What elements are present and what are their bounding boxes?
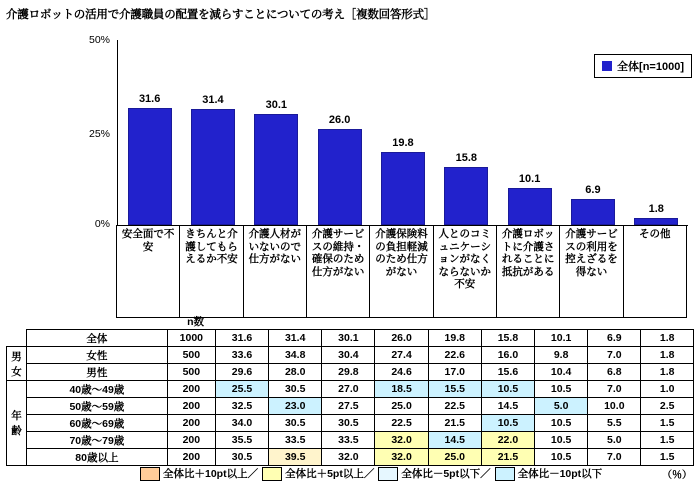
bar — [571, 199, 615, 225]
n-header-label: n数 — [187, 316, 204, 328]
bar — [634, 218, 678, 225]
row-n: 500 — [167, 347, 215, 364]
row-label: 60歳～69歳 — [26, 415, 167, 432]
table-cell-value: 25.5 — [215, 381, 268, 398]
table-cell-value: 10.5 — [535, 432, 588, 449]
bar-value-label: 15.8 — [455, 151, 477, 164]
table-cell-value: 22.5 — [375, 415, 428, 432]
table-cell-value: 30.5 — [269, 415, 322, 432]
table-cell-value: 1.0 — [641, 381, 694, 398]
table-cell-value: 15.5 — [428, 381, 481, 398]
y-tick-50: 50% — [88, 34, 110, 46]
table-cell-value: 1.5 — [641, 415, 694, 432]
table-cell-value: 25.0 — [428, 449, 481, 466]
table-cell-value: 1.8 — [641, 330, 694, 347]
bar-group — [498, 40, 561, 225]
footer-legend-label: 全体比＋10pt以上／ — [163, 468, 259, 480]
footer-legend-label: 全体比－10pt以下 — [517, 468, 603, 480]
bar — [254, 114, 298, 225]
row-n: 200 — [167, 432, 215, 449]
footer-legend — [140, 466, 606, 481]
table-cell-value: 21.5 — [428, 415, 481, 432]
table-row — [7, 330, 694, 347]
table-cell-value: 32.0 — [322, 449, 375, 466]
table-cell-value: 34.0 — [215, 415, 268, 432]
plot-region — [117, 40, 688, 226]
table-cell-value: 22.5 — [428, 398, 481, 415]
category-label: その他 — [623, 225, 687, 318]
page-title: 介護ロボットの活用で介護職員の配置を減らすことについての考え［複数回答形式］ — [6, 9, 436, 21]
y-tick-25: 25% — [88, 128, 110, 140]
bar — [128, 108, 172, 225]
table-cell-value: 39.5 — [269, 449, 322, 466]
table-cell-value: 22.6 — [428, 347, 481, 364]
data-table — [6, 329, 694, 466]
table-cell-value: 1.8 — [641, 364, 694, 381]
table-cell-value: 30.5 — [269, 381, 322, 398]
table-cell-value: 30.5 — [215, 449, 268, 466]
table-cell-value: 15.8 — [481, 330, 534, 347]
footer-legend-item — [140, 466, 258, 481]
table-cell-value: 7.0 — [588, 449, 641, 466]
bar-group — [181, 40, 244, 225]
category-label: 介護サービスの利用を控えざるを得ない — [559, 225, 623, 318]
table-cell-value: 32.0 — [375, 449, 428, 466]
table-cell-value: 7.0 — [588, 381, 641, 398]
category-label: 安全面で不安 — [116, 225, 180, 318]
table-cell-value: 30.4 — [322, 347, 375, 364]
footer-legend-swatch-icon — [378, 467, 398, 481]
table-row — [7, 364, 694, 381]
group-label-empty — [7, 330, 27, 347]
table-cell-value: 6.8 — [588, 364, 641, 381]
table-cell-value: 18.5 — [375, 381, 428, 398]
table-cell-value: 2.5 — [641, 398, 694, 415]
bar-group — [308, 40, 371, 225]
table-row — [7, 381, 694, 398]
table-row — [7, 347, 694, 364]
footer-legend-swatch-icon — [495, 467, 515, 481]
bar — [191, 109, 235, 225]
table-cell-value: 14.5 — [481, 398, 534, 415]
table-cell-value: 10.5 — [481, 415, 534, 432]
chart-area — [0, 28, 700, 318]
table-cell-value: 25.0 — [375, 398, 428, 415]
table-cell-value: 21.5 — [481, 449, 534, 466]
category-label: 介護人材がいないので仕方がない — [243, 225, 307, 318]
bar — [381, 152, 425, 225]
table-cell-value: 33.5 — [322, 432, 375, 449]
bar-value-label: 1.8 — [648, 203, 664, 216]
row-label: 全体 — [26, 330, 167, 347]
row-label: 50歳～59歳 — [26, 398, 167, 415]
table-cell-value: 14.5 — [428, 432, 481, 449]
table-cell-value: 1.5 — [641, 449, 694, 466]
bar — [508, 188, 552, 225]
y-tick-0: 0% — [94, 218, 110, 230]
bar-group — [625, 40, 688, 225]
table-cell-value: 6.9 — [588, 330, 641, 347]
table-cell-value: 28.0 — [269, 364, 322, 381]
table-cell-value: 27.5 — [322, 398, 375, 415]
unit-label: （％） — [662, 470, 692, 481]
row-n: 200 — [167, 449, 215, 466]
bar-group — [435, 40, 498, 225]
row-n: 200 — [167, 415, 215, 432]
table-cell-value: 5.5 — [588, 415, 641, 432]
table-cell-value: 10.5 — [535, 415, 588, 432]
row-n: 500 — [167, 364, 215, 381]
category-label: 介護サービスの維持・確保のため仕方がない — [306, 225, 370, 318]
table-cell-value: 27.4 — [375, 347, 428, 364]
footer-legend-item — [495, 466, 603, 481]
table-cell-value: 16.0 — [481, 347, 534, 364]
table-cell-value: 27.0 — [322, 381, 375, 398]
table-cell-value: 34.8 — [269, 347, 322, 364]
bar-value-label: 10.1 — [518, 172, 541, 185]
table-cell-value: 30.1 — [322, 330, 375, 347]
bar-value-label: 31.4 — [202, 93, 224, 106]
data-table-wrap — [6, 314, 694, 466]
group-label-sex: 男 女 — [7, 347, 27, 381]
table-row — [7, 432, 694, 449]
category-label: きちんと介護してもらえるか不安 — [179, 225, 243, 318]
table-cell-value: 33.5 — [269, 432, 322, 449]
category-label: 介護ロボットに介護されることに抵抗がある — [496, 225, 560, 318]
row-n: 200 — [167, 398, 215, 415]
row-n: 1000 — [167, 330, 215, 347]
bar-group — [245, 40, 308, 225]
table-cell-value: 24.6 — [375, 364, 428, 381]
row-label: 70歳～79歳 — [26, 432, 167, 449]
table-cell-value: 9.8 — [535, 347, 588, 364]
table-cell-value: 17.0 — [428, 364, 481, 381]
table-cell-value: 32.5 — [215, 398, 268, 415]
row-label: 女性 — [26, 347, 167, 364]
table-cell-value: 29.8 — [322, 364, 375, 381]
table-cell-value: 22.0 — [481, 432, 534, 449]
table-cell-value: 30.5 — [322, 415, 375, 432]
footer-legend-swatch-icon — [140, 467, 160, 481]
bar-group — [118, 40, 181, 225]
table-cell-value: 33.6 — [215, 347, 268, 364]
group-label-age: 年 齢 — [7, 381, 27, 466]
category-label: 介護保険料の負担軽減のため仕方がない — [369, 225, 433, 318]
footer-legend-label: 全体比－5pt以下／ — [401, 468, 491, 480]
table-cell-value: 32.0 — [375, 432, 428, 449]
table-cell-value: 10.4 — [535, 364, 588, 381]
table-cell-value: 5.0 — [535, 398, 588, 415]
table-cell-value: 10.0 — [588, 398, 641, 415]
table-cell-value: 23.0 — [269, 398, 322, 415]
table-cell-value: 10.1 — [535, 330, 588, 347]
bar-value-label: 31.6 — [138, 93, 161, 106]
bar — [444, 167, 488, 225]
table-cell-value: 31.4 — [269, 330, 322, 347]
table-cell-value: 31.6 — [215, 330, 268, 347]
footer-legend-swatch-icon — [262, 467, 282, 481]
table-cell-value: 26.0 — [375, 330, 428, 347]
table-cell-value: 1.8 — [641, 347, 694, 364]
table-cell-value: 7.0 — [588, 347, 641, 364]
table-row — [7, 449, 694, 466]
table-cell-value: 35.5 — [215, 432, 268, 449]
table-cell-value: 10.5 — [535, 381, 588, 398]
bar-group — [371, 40, 434, 225]
category-labels — [117, 225, 687, 318]
legend-label: 全体[n=1000] — [617, 61, 684, 73]
table-row — [7, 415, 694, 432]
table-row — [7, 398, 694, 415]
bar-value-label: 26.0 — [328, 113, 351, 126]
table-cell-value: 29.6 — [215, 364, 268, 381]
table-cell-value: 10.5 — [481, 381, 534, 398]
bar — [318, 129, 362, 225]
row-label: 80歳以上 — [26, 449, 167, 466]
bars-container — [118, 40, 688, 225]
bar-value-label: 30.1 — [265, 98, 288, 111]
bar-value-label: 19.8 — [392, 136, 414, 149]
footer-legend-item — [378, 466, 490, 481]
bar-value-label: 6.9 — [585, 184, 601, 197]
table-cell-value: 10.5 — [535, 449, 588, 466]
footer-legend-item — [262, 466, 374, 481]
table-cell-value: 5.0 — [588, 432, 641, 449]
footer-legend-label: 全体比＋5pt以上／ — [285, 468, 375, 480]
row-label: 40歳～49歳 — [26, 381, 167, 398]
table-cell-value: 15.6 — [481, 364, 534, 381]
table-cell-value: 19.8 — [428, 330, 481, 347]
bar-group — [561, 40, 624, 225]
row-label: 男性 — [26, 364, 167, 381]
table-cell-value: 1.5 — [641, 432, 694, 449]
category-label: 人とのコミュニケーションがなくならないか不安 — [433, 225, 497, 318]
row-n: 200 — [167, 381, 215, 398]
